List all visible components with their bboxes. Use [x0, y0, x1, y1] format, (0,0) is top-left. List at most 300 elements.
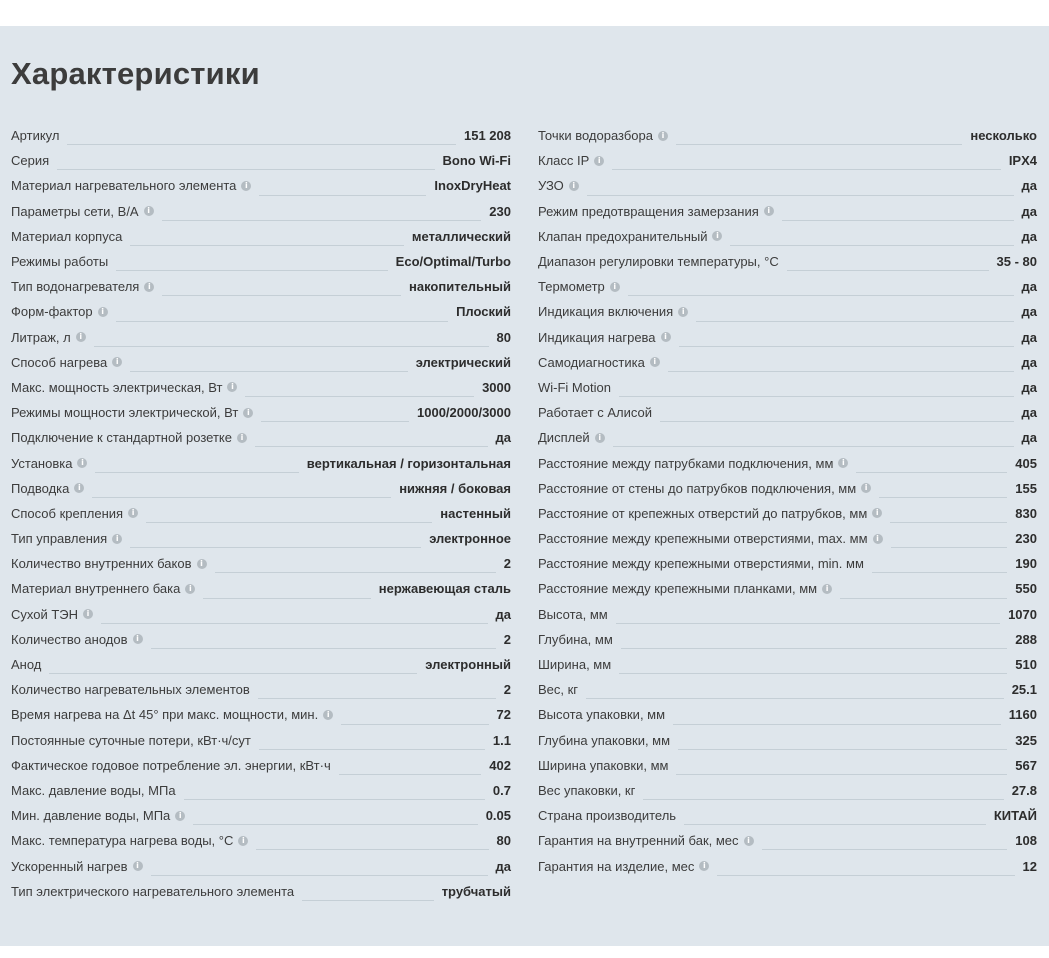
- spec-label-text: Ускоренный нагрев: [11, 858, 128, 874]
- spec-label: [11, 859, 143, 874]
- info-icon[interactable]: i: [238, 836, 248, 846]
- leader-line: [162, 220, 482, 221]
- leader-line: [660, 421, 1013, 422]
- leader-line: [259, 749, 485, 750]
- spec-row: [11, 526, 511, 551]
- spec-label: [538, 229, 722, 244]
- leader-line: [193, 824, 477, 825]
- leader-line: [130, 371, 407, 372]
- spec-label: [11, 481, 84, 496]
- spec-value: IPX4: [1008, 153, 1037, 169]
- spec-label-text: Ширина упаковки, мм: [538, 757, 669, 773]
- spec-label: [538, 128, 668, 143]
- spec-row: [11, 450, 511, 475]
- leader-line: [215, 572, 496, 573]
- spec-label: [538, 380, 611, 395]
- spec-value: да: [1021, 178, 1037, 194]
- info-icon[interactable]: i: [594, 156, 604, 166]
- spec-label-text: Серия: [11, 153, 50, 169]
- spec-row: [11, 879, 511, 904]
- spec-label-text: Материал нагревательного элемента: [11, 178, 237, 194]
- leader-line: [92, 497, 391, 498]
- spec-row: [538, 501, 1037, 526]
- info-icon[interactable]: i: [822, 584, 832, 594]
- spec-label: [538, 430, 605, 445]
- spec-row: [538, 753, 1037, 778]
- spec-row: [11, 325, 511, 350]
- spec-label-text: Диапазон регулировки температуры, °C: [538, 254, 779, 270]
- spec-row: [538, 224, 1037, 249]
- leader-line: [613, 446, 1014, 447]
- leader-line: [612, 169, 1001, 170]
- spec-value: Плоский: [456, 304, 511, 320]
- leader-line: [261, 421, 409, 422]
- spec-value: да: [1021, 203, 1037, 219]
- spec-value: 567: [1015, 757, 1037, 773]
- leader-line: [676, 144, 962, 145]
- spec-label-text: Постоянные суточные потери, кВт·ч/сут: [11, 732, 251, 748]
- spec-label-text: Режим предотвращения замерзания: [538, 203, 759, 219]
- spec-label-text: Макс. мощность электрическая, Вт: [11, 379, 223, 395]
- spec-label: [11, 833, 248, 848]
- specs-column-left: [11, 123, 511, 904]
- leader-line: [643, 799, 1003, 800]
- leader-line: [684, 824, 986, 825]
- spec-label: [538, 178, 579, 193]
- spec-label-text: Индикация включения: [538, 304, 674, 320]
- leader-line: [856, 472, 1007, 473]
- leader-line: [787, 270, 989, 271]
- spec-label: [11, 128, 59, 143]
- specs-panel: [0, 26, 1049, 946]
- spec-label-text: Термометр: [538, 279, 605, 295]
- spec-row: [11, 299, 511, 324]
- spec-value: 405: [1015, 455, 1037, 471]
- spec-label: [538, 531, 883, 546]
- spec-label-text: Самодиагностика: [538, 354, 645, 370]
- spec-label: [11, 178, 251, 193]
- spec-value: 230: [1015, 531, 1037, 547]
- spec-value: да: [1021, 279, 1037, 295]
- spec-value: 1.1: [492, 732, 511, 748]
- spec-label: [538, 607, 608, 622]
- info-icon[interactable]: i: [569, 181, 579, 191]
- spec-label-text: Wi-Fi Motion: [538, 379, 611, 395]
- spec-label: [538, 481, 871, 496]
- leader-line: [259, 195, 426, 196]
- spec-value: 108: [1015, 833, 1037, 849]
- spec-label-text: Расстояние между крепежными отверстиями, min. мм: [538, 556, 864, 572]
- spec-value: 230: [489, 203, 511, 219]
- info-icon[interactable]: i: [133, 634, 143, 644]
- spec-value: вертикальная / горизонтальная: [306, 455, 511, 471]
- spec-label-text: Работает с Алисой: [538, 405, 653, 421]
- spec-row: [11, 249, 511, 274]
- spec-row: [538, 677, 1037, 702]
- spec-value: да: [1021, 379, 1037, 395]
- spec-label-text: Макс. температура нагрева воды, °C: [11, 833, 234, 849]
- spec-label: [538, 581, 832, 596]
- spec-value: 155: [1015, 480, 1037, 496]
- spec-label: [538, 707, 665, 722]
- spec-value: да: [495, 606, 511, 622]
- spec-value: 288: [1015, 631, 1037, 647]
- leader-line: [146, 522, 432, 523]
- spec-row: [11, 274, 511, 299]
- leader-line: [339, 774, 482, 775]
- spec-label-text: Способ нагрева: [11, 354, 108, 370]
- spec-value: 80: [496, 329, 511, 345]
- spec-label-text: Дисплей: [538, 430, 590, 446]
- spec-value: Eco/Optimal/Turbo: [395, 254, 511, 270]
- spec-label-text: Класс IP: [538, 153, 590, 169]
- spec-row: [11, 123, 511, 148]
- spec-label: [11, 531, 122, 546]
- spec-label-text: Установка: [11, 455, 73, 471]
- leader-line: [668, 371, 1014, 372]
- spec-value: электронное: [429, 531, 511, 547]
- spec-label: [538, 758, 668, 773]
- spec-label: [11, 657, 41, 672]
- spec-value: 2: [503, 631, 511, 647]
- spec-label: [538, 808, 676, 823]
- leader-line: [258, 698, 496, 699]
- leader-line: [95, 472, 298, 473]
- spec-value: InoxDryHeat: [434, 178, 511, 194]
- leader-line: [676, 774, 1007, 775]
- spec-label-text: Анод: [11, 657, 42, 673]
- spec-label: [11, 808, 185, 823]
- spec-label: [538, 153, 604, 168]
- spec-label-text: Мин. давление воды, МПа: [11, 808, 171, 824]
- spec-label: [11, 607, 93, 622]
- spec-row: [538, 526, 1037, 551]
- spec-label: [538, 355, 660, 370]
- spec-label: [538, 330, 671, 345]
- spec-label-text: Индикация нагрева: [538, 329, 656, 345]
- spec-value: 12: [1022, 858, 1037, 874]
- spec-label-text: Тип водонагревателя: [11, 279, 140, 295]
- spec-label: [11, 456, 87, 471]
- spec-label-text: Материал корпуса: [11, 228, 123, 244]
- spec-value: 190: [1015, 556, 1037, 572]
- spec-label: [11, 783, 176, 798]
- leader-line: [67, 144, 456, 145]
- leader-line: [49, 673, 417, 674]
- spec-value: 27.8: [1011, 782, 1037, 798]
- info-icon[interactable]: i: [144, 282, 154, 292]
- info-icon[interactable]: i: [112, 534, 122, 544]
- spec-label: [11, 682, 250, 697]
- spec-label: [538, 833, 754, 848]
- spec-label-text: Сухой ТЭН: [11, 606, 79, 622]
- spec-value: 72: [496, 707, 511, 723]
- spec-label: [538, 733, 670, 748]
- info-icon[interactable]: i: [650, 357, 660, 367]
- spec-label: [11, 330, 86, 345]
- leader-line: [151, 875, 488, 876]
- spec-label-text: Режимы работы: [11, 254, 109, 270]
- leader-line: [162, 295, 401, 296]
- spec-label: [11, 581, 195, 596]
- info-icon[interactable]: i: [144, 206, 154, 216]
- spec-row: [538, 652, 1037, 677]
- spec-label: [11, 707, 333, 722]
- leader-line: [94, 346, 489, 347]
- spec-label: [538, 405, 652, 420]
- spec-label-text: Гарантия на внутренний бак, мес: [538, 833, 739, 849]
- spec-row: [538, 249, 1037, 274]
- info-icon[interactable]: i: [112, 357, 122, 367]
- spec-label-text: Расстояние между патрубками подключения, мм: [538, 455, 834, 471]
- spec-row: [11, 350, 511, 375]
- info-icon[interactable]: i: [699, 861, 709, 871]
- spec-row: [538, 778, 1037, 803]
- leader-line: [879, 497, 1007, 498]
- spec-label-text: Количество анодов: [11, 631, 128, 647]
- spec-value: электронный: [425, 657, 511, 673]
- info-icon[interactable]: i: [712, 231, 722, 241]
- info-icon[interactable]: i: [76, 332, 86, 342]
- spec-value: да: [1021, 405, 1037, 421]
- spec-value: 151 208: [464, 128, 511, 144]
- spec-row: [538, 274, 1037, 299]
- spec-label: [538, 632, 613, 647]
- spec-label: [11, 884, 294, 899]
- spec-label: [11, 254, 108, 269]
- info-icon[interactable]: i: [595, 433, 605, 443]
- info-icon[interactable]: i: [764, 206, 774, 216]
- leader-line: [621, 648, 1008, 649]
- info-icon[interactable]: i: [197, 559, 207, 569]
- spec-value: Bono Wi-Fi: [442, 153, 511, 169]
- leader-line: [762, 849, 1008, 850]
- spec-row: [538, 199, 1037, 224]
- spec-value: 3000: [482, 379, 511, 395]
- spec-label-text: Подводка: [11, 480, 70, 496]
- spec-label: [11, 229, 122, 244]
- info-icon[interactable]: i: [77, 458, 87, 468]
- leader-line: [872, 572, 1007, 573]
- spec-row: [538, 551, 1037, 576]
- spec-label-text: Расстояние от крепежных отверстий до патрубков, мм: [538, 505, 868, 521]
- spec-row: [11, 576, 511, 601]
- spec-label: [538, 783, 635, 798]
- info-icon[interactable]: i: [133, 861, 143, 871]
- spec-value: электрический: [415, 354, 511, 370]
- spec-value: 325: [1015, 732, 1037, 748]
- spec-label-text: Макс. давление воды, МПа: [11, 782, 176, 798]
- section-title: Характеристики: [11, 56, 260, 91]
- spec-label: [538, 279, 620, 294]
- spec-label-text: Количество нагревательных элементов: [11, 682, 250, 698]
- leader-line: [717, 875, 1014, 876]
- spec-row: [538, 400, 1037, 425]
- leader-line: [619, 673, 1007, 674]
- spec-label: [11, 405, 253, 420]
- spec-value: трубчатый: [441, 883, 511, 899]
- spec-row: [11, 602, 511, 627]
- spec-label-text: Высота упаковки, мм: [538, 707, 666, 723]
- spec-label-text: Глубина упаковки, мм: [538, 732, 671, 748]
- spec-label-text: Вес, кг: [538, 682, 579, 698]
- spec-value: 80: [496, 833, 511, 849]
- spec-row: [538, 375, 1037, 400]
- spec-row: [538, 325, 1037, 350]
- spec-label: [538, 204, 774, 219]
- spec-label: [538, 556, 864, 571]
- info-icon[interactable]: i: [861, 483, 871, 493]
- leader-line: [678, 749, 1007, 750]
- spec-label-text: УЗО: [538, 178, 564, 194]
- leader-line: [116, 321, 448, 322]
- spec-value: накопительный: [409, 279, 511, 295]
- spec-row: [11, 627, 511, 652]
- leader-line: [57, 169, 434, 170]
- spec-value: да: [495, 858, 511, 874]
- leader-line: [628, 295, 1014, 296]
- spec-row: [11, 853, 511, 878]
- spec-value: металлический: [411, 228, 511, 244]
- spec-row: [538, 350, 1037, 375]
- info-icon[interactable]: i: [185, 584, 195, 594]
- spec-row: [538, 627, 1037, 652]
- leader-line: [151, 648, 496, 649]
- info-icon[interactable]: i: [872, 508, 882, 518]
- spec-label-text: Тип электрического нагревательного элемента: [11, 883, 295, 899]
- spec-label: [11, 632, 143, 647]
- leader-line: [203, 598, 370, 599]
- spec-label: [11, 758, 331, 773]
- leader-line: [130, 547, 421, 548]
- spec-row: [11, 728, 511, 753]
- spec-label-text: Способ крепления: [11, 505, 124, 521]
- spec-value: 0.05: [485, 808, 511, 824]
- spec-label: [538, 682, 578, 697]
- spec-value: 35 - 80: [996, 254, 1037, 270]
- spec-label-text: Расстояние от стены до патрубков подключения, мм: [538, 480, 857, 496]
- spec-label-text: Режимы мощности электрической, Вт: [11, 405, 239, 421]
- spec-row: [538, 728, 1037, 753]
- spec-row: [11, 148, 511, 173]
- spec-value: да: [1021, 304, 1037, 320]
- spec-row: [538, 123, 1037, 148]
- info-icon[interactable]: i: [175, 811, 185, 821]
- spec-label: [538, 456, 848, 471]
- leader-line: [619, 396, 1014, 397]
- spec-value: 402: [489, 757, 511, 773]
- info-icon[interactable]: i: [241, 181, 251, 191]
- spec-row: [538, 828, 1037, 853]
- spec-label-text: Ширина, мм: [538, 657, 612, 673]
- spec-value: нижняя / боковая: [399, 480, 511, 496]
- spec-value: 25.1: [1011, 682, 1037, 698]
- info-icon[interactable]: i: [873, 534, 883, 544]
- spec-label-text: Артикул: [11, 128, 60, 144]
- leader-line: [673, 724, 1001, 725]
- spec-value: несколько: [970, 128, 1037, 144]
- spec-label-text: Гарантия на изделие, мес: [538, 858, 695, 874]
- info-icon[interactable]: i: [237, 433, 247, 443]
- spec-label: [11, 556, 207, 571]
- leader-line: [730, 245, 1013, 246]
- leader-line: [890, 522, 1007, 523]
- info-icon[interactable]: i: [83, 609, 93, 619]
- spec-value: да: [1021, 354, 1037, 370]
- spec-label-text: Подключение к стандартной розетке: [11, 430, 232, 446]
- spec-label-text: Количество внутренних баков: [11, 556, 192, 572]
- spec-value: 2: [503, 682, 511, 698]
- spec-label-text: Параметры сети, В/А: [11, 203, 139, 219]
- spec-value: да: [1021, 430, 1037, 446]
- specs-column-right: [538, 123, 1037, 879]
- leader-line: [586, 698, 1004, 699]
- info-icon[interactable]: i: [227, 382, 237, 392]
- spec-label-text: Расстояние между крепежными планками, мм: [538, 581, 818, 597]
- spec-row: [11, 753, 511, 778]
- info-icon[interactable]: i: [678, 307, 688, 317]
- spec-label: [538, 304, 688, 319]
- spec-value: да: [495, 430, 511, 446]
- spec-row: [11, 501, 511, 526]
- spec-label-text: Литраж, л: [11, 329, 71, 345]
- leader-line: [245, 396, 474, 397]
- info-icon[interactable]: i: [658, 131, 668, 141]
- leader-line: [255, 446, 488, 447]
- spec-row: [11, 803, 511, 828]
- info-icon[interactable]: i: [128, 508, 138, 518]
- info-icon[interactable]: i: [610, 282, 620, 292]
- spec-label: [538, 506, 882, 521]
- info-icon[interactable]: i: [744, 836, 754, 846]
- spec-value: 830: [1015, 505, 1037, 521]
- spec-value: да: [1021, 228, 1037, 244]
- spec-row: [538, 450, 1037, 475]
- leader-line: [696, 321, 1013, 322]
- leader-line: [782, 220, 1014, 221]
- spec-label: [11, 153, 49, 168]
- spec-row: [538, 173, 1037, 198]
- info-icon[interactable]: i: [98, 307, 108, 317]
- leader-line: [256, 849, 488, 850]
- leader-line: [116, 270, 387, 271]
- info-icon[interactable]: i: [323, 710, 333, 720]
- spec-row: [11, 476, 511, 501]
- leader-line: [302, 900, 434, 901]
- leader-line: [891, 547, 1008, 548]
- spec-value: 550: [1015, 581, 1037, 597]
- spec-row: [11, 224, 511, 249]
- leader-line: [184, 799, 485, 800]
- leader-line: [101, 623, 487, 624]
- leader-line: [587, 195, 1014, 196]
- spec-value: настенный: [440, 505, 511, 521]
- leader-line: [679, 346, 1014, 347]
- spec-label: [11, 506, 138, 521]
- spec-row: [11, 400, 511, 425]
- spec-row: [538, 853, 1037, 878]
- info-icon[interactable]: i: [74, 483, 84, 493]
- spec-label-text: Форм-фактор: [11, 304, 93, 320]
- spec-label: [11, 355, 122, 370]
- spec-value: 1160: [1008, 707, 1037, 723]
- info-icon[interactable]: i: [838, 458, 848, 468]
- spec-row: [538, 576, 1037, 601]
- spec-label: [538, 859, 709, 874]
- info-icon[interactable]: i: [661, 332, 671, 342]
- spec-label: [11, 733, 251, 748]
- info-icon[interactable]: i: [243, 408, 253, 418]
